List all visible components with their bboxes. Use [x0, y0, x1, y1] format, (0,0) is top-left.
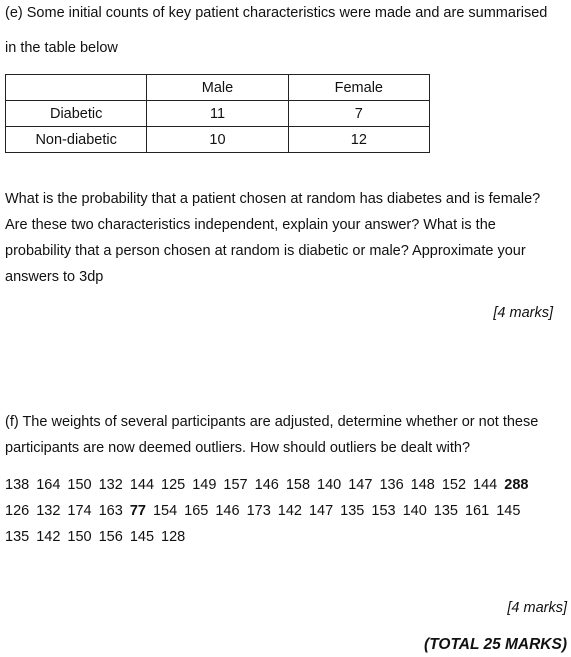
weight-value: 138 — [5, 477, 30, 493]
question-line: Are these two characteristics independent, explain your answer? What is the — [5, 217, 496, 233]
weight-value: 157 — [223, 477, 248, 493]
weight-value: 158 — [285, 477, 311, 493]
question-line: probability that a person chosen at random is diabetic or male? Approximate your — [5, 243, 526, 259]
table-cell: 10 — [147, 127, 288, 153]
weight-value: 142 — [36, 529, 61, 545]
weight-value: 150 — [67, 477, 92, 493]
weight-value: 128 — [161, 529, 186, 545]
table-header-row — [6, 75, 430, 101]
weights-row — [5, 524, 570, 550]
weight-value: 153 — [371, 503, 396, 519]
table-cell: 7 — [288, 101, 429, 127]
weight-value: 140 — [317, 477, 342, 493]
weight-value: 164 — [36, 477, 61, 493]
weight-value: 135 — [5, 529, 30, 545]
question-line: (f) The weights of several participants are adjusted, determine whether or not these — [5, 414, 539, 430]
weight-value: 142 — [277, 503, 302, 519]
weight-value: 288 — [504, 477, 529, 493]
weight-value: 161 — [464, 503, 490, 519]
weight-value: 144 — [473, 477, 498, 493]
weights-row — [5, 472, 570, 498]
table-row — [6, 101, 430, 127]
weight-value: 174 — [67, 503, 92, 519]
table-cell: 12 — [288, 127, 429, 153]
weight-value: 165 — [184, 503, 209, 519]
table-header-cell — [6, 75, 147, 101]
table-header-cell: Female — [288, 75, 429, 101]
intro-line-1: (e) Some initial counts of key patient characteristics were made and are summarised — [5, 5, 548, 21]
weight-value: 149 — [192, 477, 217, 493]
weight-value: 140 — [402, 503, 427, 519]
row-label: Diabetic — [6, 101, 147, 127]
weight-value: 146 — [215, 503, 240, 519]
weight-value: 147 — [348, 477, 373, 493]
weight-value: 150 — [67, 529, 92, 545]
question-e — [5, 186, 565, 290]
weights-row — [5, 498, 570, 524]
weight-value: 125 — [161, 477, 186, 493]
weight-value: 132 — [36, 503, 61, 519]
question-line: answers to 3dp — [5, 269, 104, 285]
table-header-cell: Male — [147, 75, 288, 101]
weight-value: 136 — [379, 477, 404, 493]
weight-value: 126 — [5, 503, 30, 519]
weight-value: 147 — [308, 503, 334, 519]
weight-value: 173 — [246, 503, 271, 519]
weight-value: 132 — [98, 477, 123, 493]
marks-f: [4 marks] — [507, 600, 567, 616]
weight-value: 163 — [98, 503, 123, 519]
weight-value: 77 — [129, 503, 146, 519]
intro-line-2: in the table below — [5, 40, 118, 56]
weight-value: 152 — [441, 477, 467, 493]
row-label: Non-diabetic — [6, 127, 147, 153]
weight-value: 154 — [152, 503, 178, 519]
total-marks: (TOTAL 25 MARKS) — [424, 636, 567, 653]
question-line: participants are now deemed outliers. How should outliers be dealt with? — [5, 440, 471, 456]
counts-table — [5, 74, 430, 153]
weight-value: 144 — [129, 477, 155, 493]
weight-value: 156 — [98, 529, 123, 545]
question-line: What is the probability that a patient chosen at random has diabetes and is female? — [5, 191, 541, 207]
weight-value: 148 — [410, 477, 435, 493]
weight-value: 146 — [254, 477, 279, 493]
weights-list — [5, 472, 570, 550]
question-f — [5, 409, 565, 461]
table-row — [6, 127, 430, 153]
weight-value: 145 — [496, 503, 521, 519]
weight-value: 145 — [129, 529, 155, 545]
weight-value: 135 — [340, 503, 365, 519]
weight-value: 135 — [433, 503, 458, 519]
marks-e: [4 marks] — [493, 305, 553, 321]
table-cell: 11 — [147, 101, 288, 127]
